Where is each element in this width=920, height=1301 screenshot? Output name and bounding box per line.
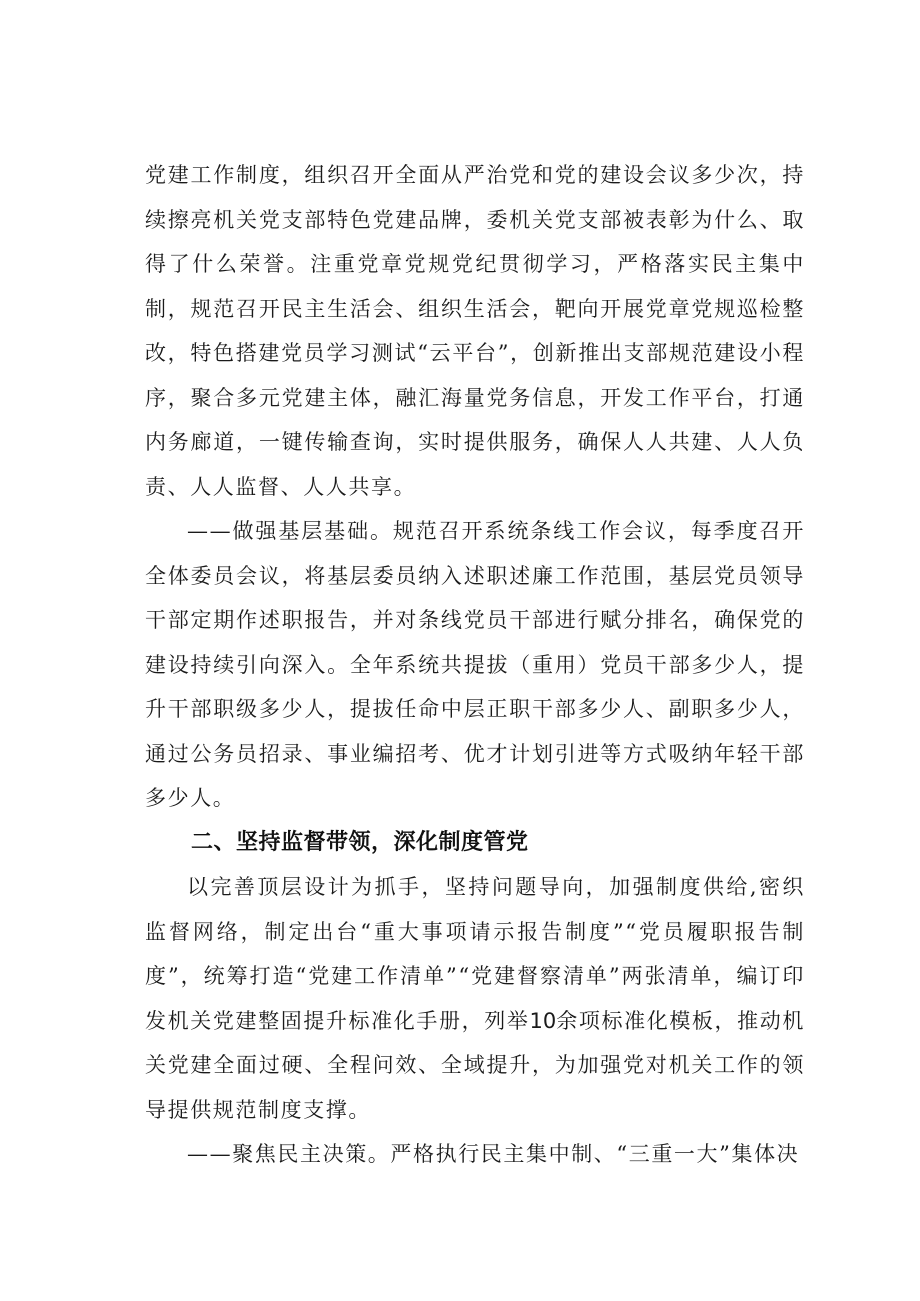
top-level-design-text-after: 余项标准化模板，推动机关党建全面过硬、全程问效、全域提升，为加强党对机关工作的领导提供规范制度支撑。 [145,1008,805,1122]
document-body [145,153,805,1177]
paragraph-strengthen-grassroots: ——做强基层基础。规范召开系统条线工作会议，每季度召开全体委员会议，将基层委员纳入述职述廉工作范围，基层党员领导干部定期作述职报告，并对条线党员干部进行赋分排名，确保党的建设持续引向深入。全年系统共提拔（重用）党员干部多少人，提升干部职级多少人，提拔任命中层正职干部多少人、副职多少人，通过公务员招录、事业编招考、优才计划引进等方式吸纳年轻干部多少人。 [145,519,805,810]
top-level-design-text-before: 以完善顶层设计为抓手，坚持问题导向，加强制度供给,密织监督网络，制定出台“重大事项请示报告制度”“党员履职报告制度”，统筹打造“党建工作清单”“党建督察清单”两张清单，编订印发机关党建整固提升标准化手册，列举 [145,875,805,1033]
paragraph-party-building-system: 党建工作制度，组织召开全面从严治党和党的建设会议多少次，持续擦亮机关党支部特色党建品牌，委机关党支部被表彰为什么、取得了什么荣誉。注重党章党规党纪贯彻学习，严格落实民主集中制，规范召开民主生活会、组织生活会，靶向开展党章党规巡检整改，特色搭建党员学习测试“云平台”，创新推出支部规范建设小程序，聚合多元党建主体，融汇海量党务信息，开发工作平台，打通内务廊道，一键传输查询，实时提供服务，确保人人共建、人人负责、人人监督、人人共享。 [145,163,805,499]
template-count-number: 10 [529,1008,557,1033]
paragraph-democratic-decision: ——聚焦民主决策。严格执行民主集中制、“三重一大”集体决 [187,1142,800,1166]
section-heading-supervision: 二、坚持监督带领，深化制度管党 [191,829,529,855]
paragraph-top-level-design [145,865,805,1132]
